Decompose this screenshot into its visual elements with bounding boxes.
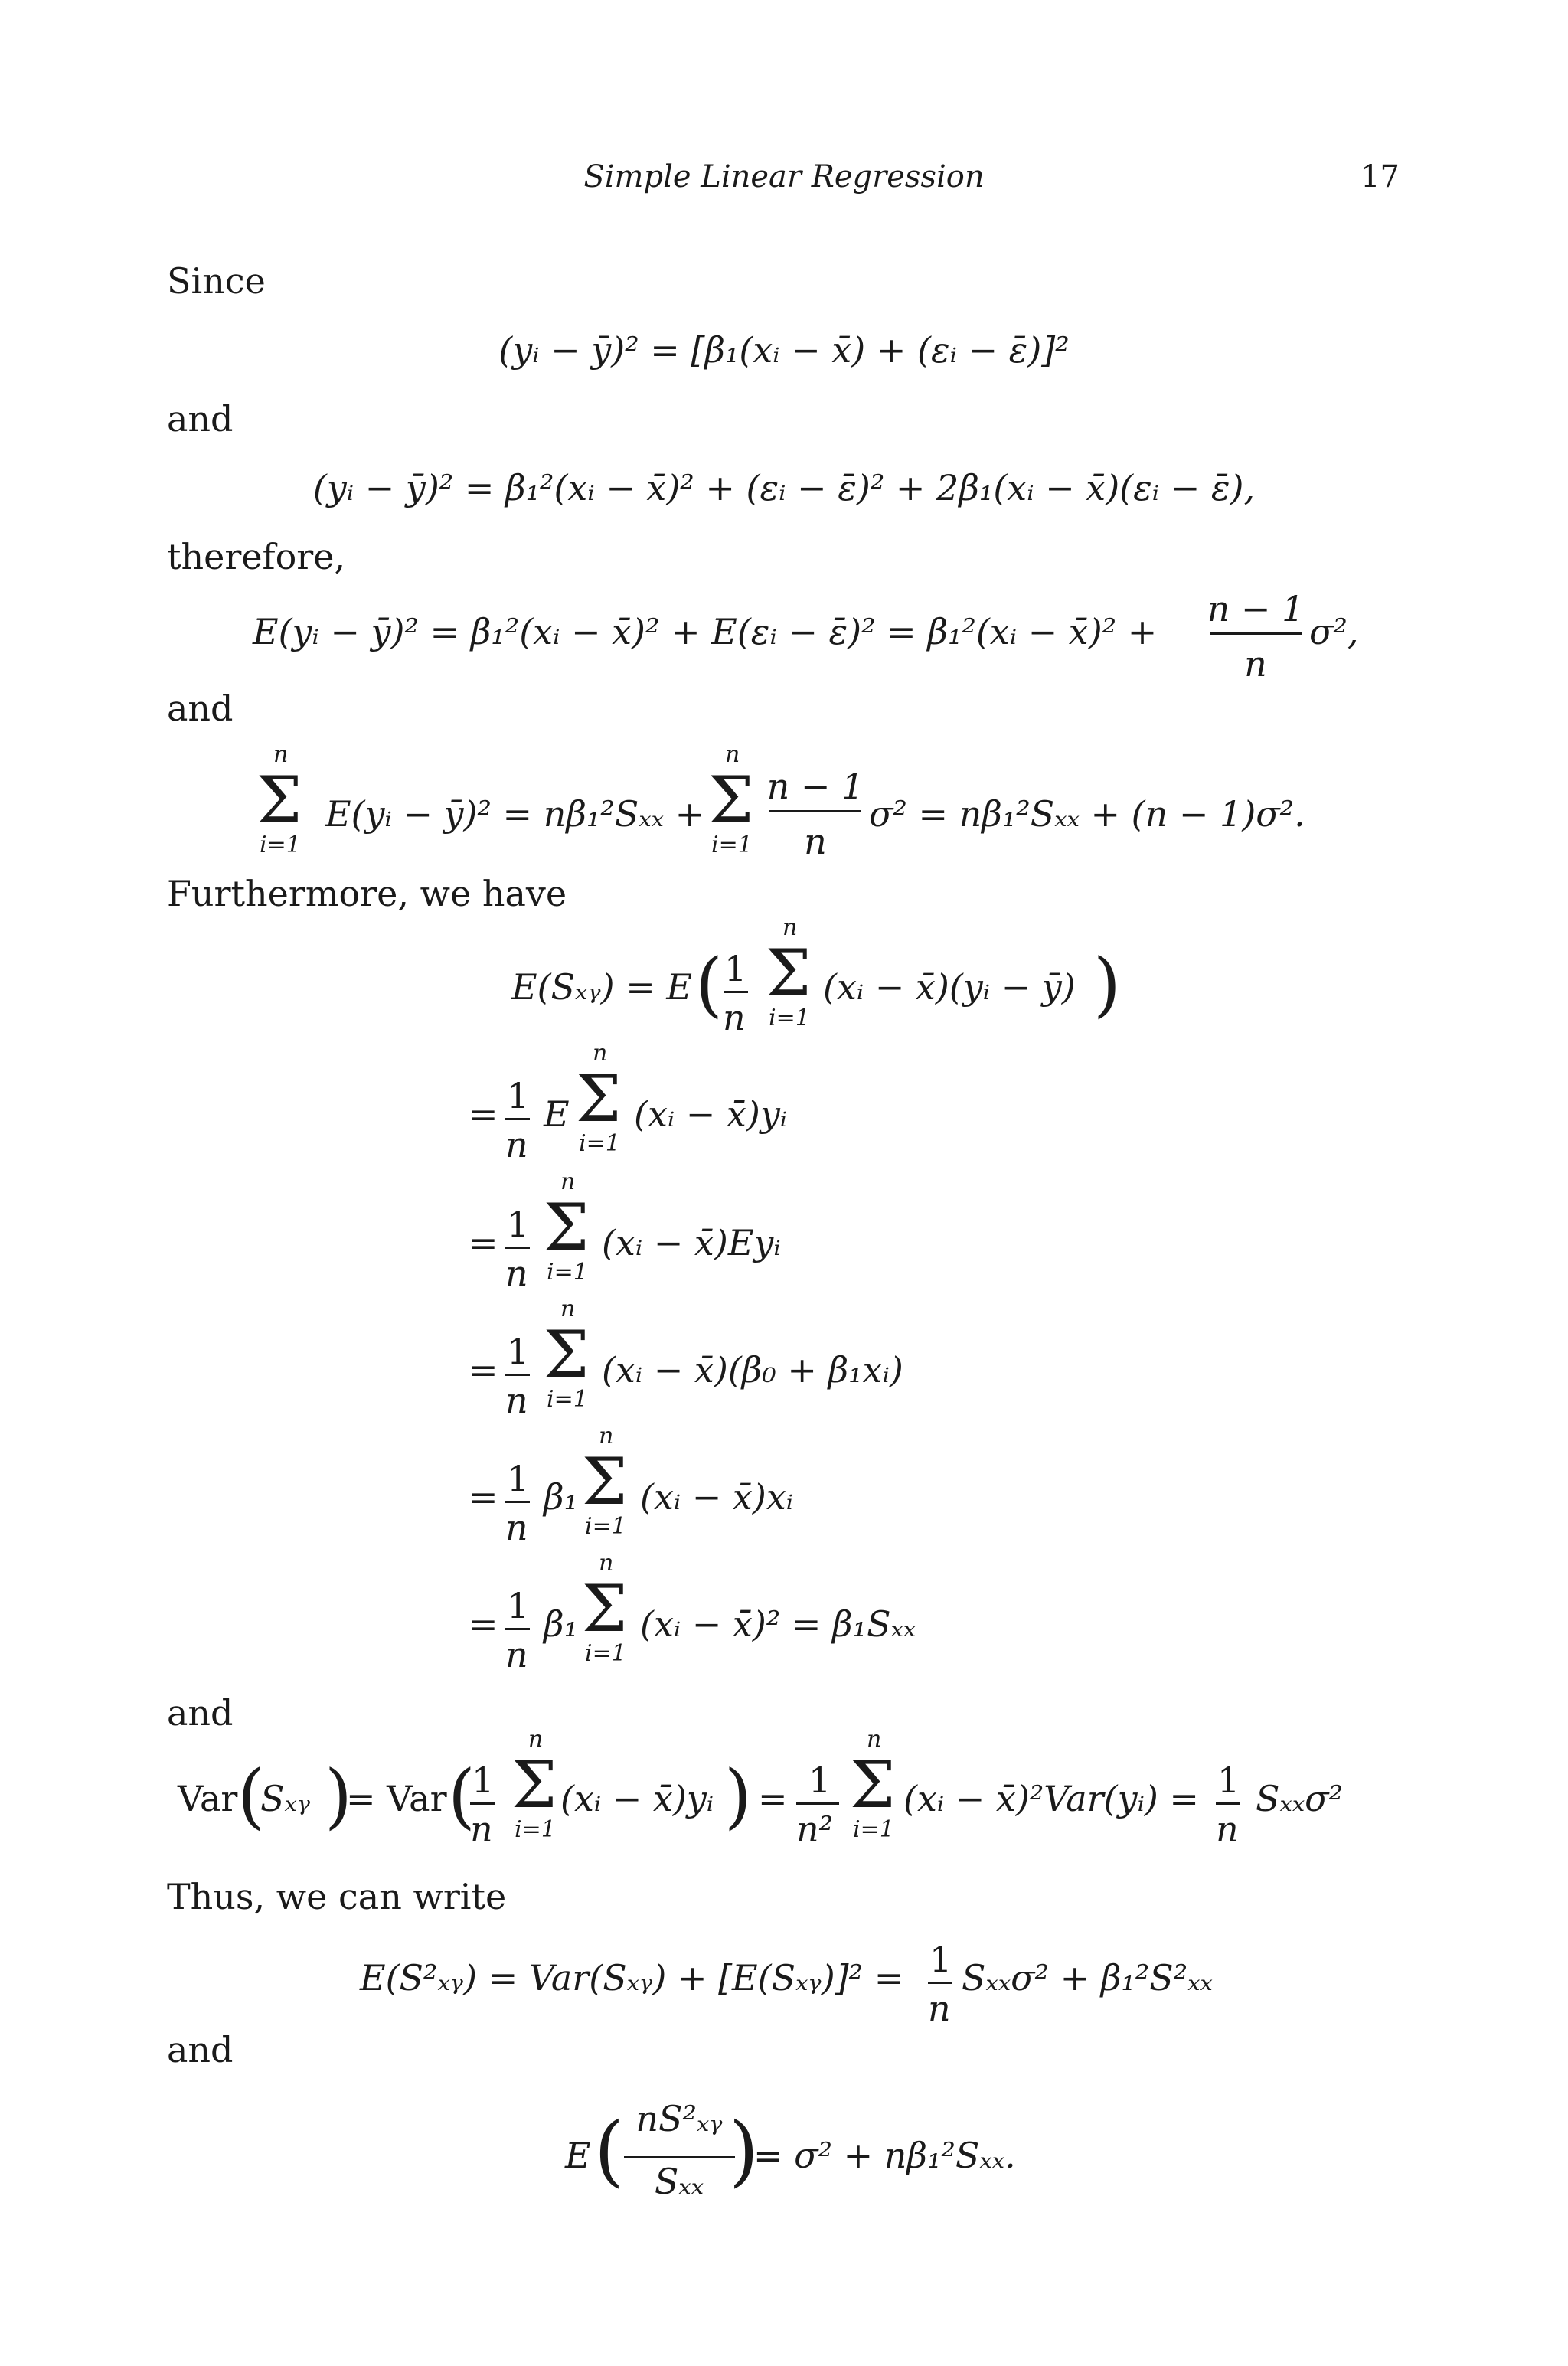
var-mid: (xᵢ − x̄)²Var(yᵢ) =: [903, 1778, 1199, 1819]
line4-frac-den: n: [505, 1380, 528, 1421]
sum-lower-limit: i=1: [260, 832, 301, 858]
line-3-eq: =: [469, 1222, 498, 1263]
sum-upper-limit: n: [593, 1040, 608, 1067]
summation-sigma: Σ: [256, 763, 302, 838]
line3-frac-num: 1: [507, 1204, 530, 1245]
var-frac2-num: 1: [808, 1760, 831, 1801]
text-and-3: and: [167, 1692, 234, 1734]
sum-lower-limit: i=1: [514, 1816, 556, 1843]
sum-upper-limit: n: [528, 1726, 544, 1753]
line-4-rhs: (xᵢ − x̄)(β₀ + β₁xᵢ): [602, 1349, 903, 1391]
text-and-1: and: [167, 398, 234, 440]
sum-upper-limit: n: [560, 1296, 576, 1322]
sum-lower-limit: i=1: [547, 1259, 588, 1286]
equation-3-left: E(yᵢ − ȳ)² = β₁²(xᵢ − x̄)² + E(εᵢ − ε̄)² = β₁²(xᵢ − x̄)² +: [253, 611, 1158, 652]
text-furthermore: Furthermore, we have: [167, 873, 567, 914]
fraction-bar-eq3: [1210, 632, 1302, 635]
sum-upper-limit: n: [273, 741, 289, 768]
final-paren-close: ): [729, 2106, 760, 2195]
var-frac3-den: n: [1216, 1809, 1239, 1850]
summation-sigma: Σ: [544, 1317, 590, 1392]
line-5-eq: =: [469, 1476, 498, 1518]
var-lhs: Var: [178, 1778, 238, 1819]
sum-upper-limit: n: [560, 1168, 576, 1195]
exy-frac-den: n: [723, 997, 746, 1038]
running-head-title: Simple Linear Regression: [583, 159, 985, 194]
line5-frac-den: n: [505, 1507, 528, 1548]
fraction-bar-es2: [928, 1982, 952, 1984]
fraction-bar-exy: [724, 991, 748, 993]
sum-lower-limit: i=1: [585, 1640, 626, 1667]
sum-upper-limit: n: [867, 1726, 882, 1753]
var2-paren-open: (: [448, 1755, 475, 1837]
summation-sigma: Σ: [850, 1747, 896, 1822]
es2-frac-den: n: [928, 1988, 951, 2029]
var-sxy: Sₓᵧ: [260, 1778, 311, 1819]
equation-4-frac-den: n: [804, 821, 827, 862]
fraction-bar-var2: [796, 1802, 839, 1805]
final-paren-open: (: [594, 2106, 625, 2195]
var-inner: (xᵢ − x̄)yᵢ: [560, 1778, 714, 1819]
sum-lower-limit: i=1: [547, 1386, 588, 1413]
fraction-bar-final: [624, 2156, 735, 2158]
exy-lhs: E(Sₓᵧ) = E: [511, 966, 692, 1008]
exy-paren-open: (: [695, 943, 723, 1025]
sum-lower-limit: i=1: [853, 1816, 894, 1843]
line6-frac-num: 1: [507, 1585, 530, 1626]
line2-frac-den: n: [505, 1124, 528, 1165]
sum-upper-limit: n: [599, 1550, 614, 1577]
line-3-rhs: (xᵢ − x̄)Eyᵢ: [602, 1222, 781, 1263]
equation-2: (yᵢ − ȳ)² = β₁²(xᵢ − x̄)² + (εᵢ − ε̄)² + 2β₁(xᵢ − x̄)(εᵢ − ε̄),: [312, 467, 1256, 508]
text-and-4: and: [167, 2029, 234, 2070]
line-6-eq: =: [469, 1603, 498, 1645]
var-eq-2: =: [758, 1778, 788, 1819]
line-5-mid: β₁: [544, 1476, 579, 1518]
fraction-bar-var3: [1216, 1802, 1240, 1805]
exy-rhs: (xᵢ − x̄)(yᵢ − ȳ): [823, 966, 1076, 1008]
sum-upper-limit: n: [599, 1423, 614, 1449]
summation-sigma: Σ: [511, 1747, 557, 1822]
sum-lower-limit: i=1: [769, 1005, 810, 1031]
line4-frac-num: 1: [507, 1331, 530, 1372]
sum-upper-limit: n: [725, 741, 740, 768]
final-e: E: [565, 2135, 591, 2176]
equation-4-right: σ² = nβ₁²Sₓₓ + (n − 1)σ².: [869, 793, 1305, 835]
summation-sigma: Σ: [582, 1444, 628, 1519]
line3-frac-den: n: [505, 1253, 528, 1294]
var2-paren-close: ): [724, 1755, 752, 1837]
sum-lower-limit: i=1: [579, 1130, 620, 1157]
equation-3-frac-num: n − 1: [1207, 588, 1305, 629]
fraction-bar-eq4: [769, 810, 861, 812]
line2-frac-num: 1: [507, 1075, 530, 1116]
var-eq: = Var: [346, 1778, 447, 1819]
line-6-rhs: (xᵢ − x̄)² = β₁Sₓₓ: [640, 1603, 916, 1645]
final-den: Sₓₓ: [654, 2161, 704, 2202]
sum-lower-limit: i=1: [585, 1513, 626, 1540]
var-frac2-den: n²: [796, 1809, 834, 1850]
var-frac1-den: n: [470, 1809, 493, 1850]
var-frac3-num: 1: [1217, 1760, 1240, 1801]
exy-paren-close: ): [1093, 943, 1121, 1025]
summation-sigma: Σ: [766, 936, 812, 1011]
sum-upper-limit: n: [782, 914, 798, 941]
sum-lower-limit: i=1: [711, 832, 753, 858]
es2-rhs: Sₓₓσ² + β₁²S²ₓₓ: [962, 1957, 1213, 1998]
line-5-rhs: (xᵢ − x̄)xᵢ: [640, 1476, 794, 1518]
line-2-mid: E: [544, 1093, 570, 1135]
equation-4-frac-num: n − 1: [766, 766, 864, 807]
exy-frac-num: 1: [724, 948, 747, 989]
var-end: Sₓₓσ²: [1256, 1778, 1344, 1819]
line5-frac-num: 1: [507, 1458, 530, 1499]
var-paren-close: ): [325, 1755, 352, 1837]
es2-frac-num: 1: [929, 1939, 952, 1980]
line-6-mid: β₁: [544, 1603, 579, 1645]
summation-sigma: Σ: [544, 1190, 590, 1265]
fraction-bar-line2: [505, 1118, 530, 1120]
fraction-bar-line5: [505, 1501, 530, 1503]
var-paren-open: (: [237, 1755, 265, 1837]
fraction-bar-line4: [505, 1374, 530, 1376]
var-frac1-num: 1: [472, 1760, 495, 1801]
line-2-rhs: (xᵢ − x̄)yᵢ: [634, 1093, 788, 1135]
summation-sigma: Σ: [576, 1061, 622, 1136]
page-number: 17: [1361, 159, 1400, 194]
final-num: nS²ₓᵧ: [635, 2098, 723, 2139]
es2-lhs: E(S²ₓᵧ) = Var(Sₓᵧ) + [E(Sₓᵧ)]² =: [360, 1957, 904, 1998]
line6-frac-den: n: [505, 1634, 528, 1675]
fraction-bar-line6: [505, 1628, 530, 1630]
line-4-eq: =: [469, 1349, 498, 1391]
text-and-2: and: [167, 688, 234, 729]
text-thus: Thus, we can write: [167, 1876, 507, 1917]
text-therefore: therefore,: [167, 536, 346, 577]
summation-sigma: Σ: [582, 1571, 628, 1646]
final-rhs: = σ² + nβ₁²Sₓₓ.: [753, 2135, 1016, 2176]
fraction-bar-line3: [505, 1247, 530, 1249]
line-2-eq: =: [469, 1093, 498, 1135]
equation-4-left: E(yᵢ − ȳ)² = nβ₁²Sₓₓ +: [325, 793, 705, 835]
equation-1: (yᵢ − ȳ)² = [β₁(xᵢ − x̄) + (εᵢ − ε̄)]²: [498, 329, 1070, 371]
equation-3-frac-den: n: [1244, 643, 1267, 685]
text-since: Since: [167, 260, 266, 302]
summation-sigma: Σ: [708, 763, 754, 838]
equation-3-right: σ²,: [1309, 611, 1359, 652]
